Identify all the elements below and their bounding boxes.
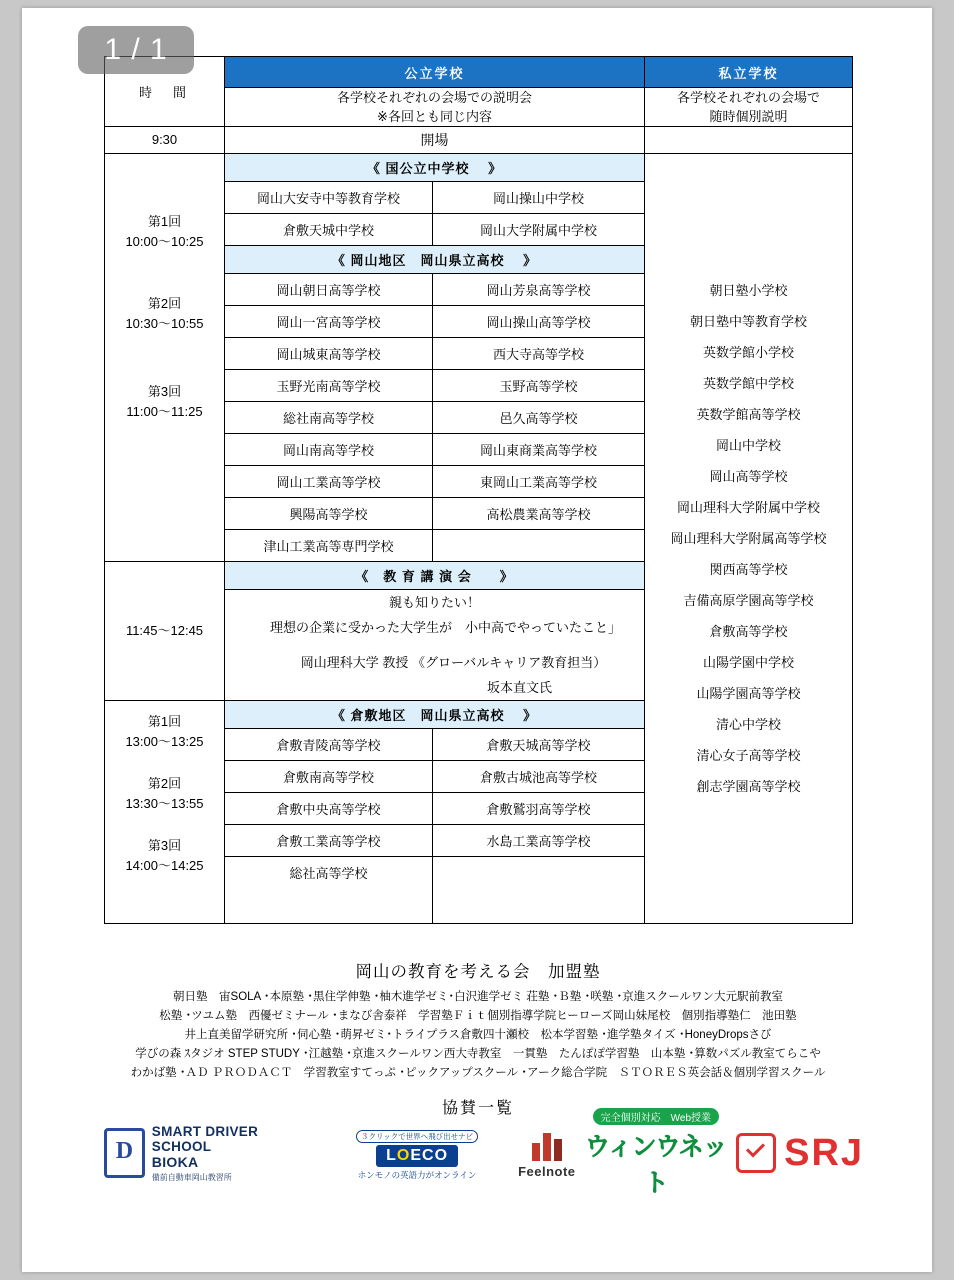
pm-slot-2: [105, 774, 224, 814]
pm-slot-2-time: 13:30〜13:55: [125, 796, 204, 811]
school-cell: 岡山操山高等学校: [433, 306, 645, 338]
school-cell: 倉敷天城中学校: [225, 214, 433, 246]
member-line: わかば塾 ･ＡＤ ＰＲＯＤＡＣＴ 学習教室すてっぷ ･ピックアップスクール ･アーク総合学院 ＳＴＯＲＥＳ英会話＆個別学習スクール: [130, 1067, 826, 1079]
member-line: 井上直美留学研究所 ･伺心塾 ･萌昇ゼミ･トライプラス倉敷四十瀬校 松本学習塾 ･進学塾タイズ ･HoneyDropsさび: [184, 1029, 772, 1041]
school-cell: 岡山城東高等学校: [225, 338, 433, 370]
private-school-item: 倉敷高等学校: [709, 624, 788, 639]
member-line: 松塾 ･ツユム塾 西優ゼミナール ･まなび舎泰祥 学習塾Ｆｉｔ個別指導学院ヒーローズ岡山妹尾校 個別指導塾仁 池田塾: [159, 1010, 797, 1022]
logo-line2: BIOKA: [151, 1153, 199, 1170]
school-cell: 岡山朝日高等学校: [225, 274, 433, 306]
private-school-item: 清心中学校: [716, 717, 782, 732]
private-school-item: 岡山中学校: [716, 438, 782, 453]
slot-3-time: 11:00〜11:25: [126, 403, 203, 419]
member-line: 朝日塾 宙SOLA ･本原塾 ･黒住学伸塾 ･柚木進学ゼミ･白沢進学ゼミ 荘塾 ･Ｂ塾 ･咲塾 ･京進スクールワン大元駅前教室: [173, 991, 783, 1003]
private-school-item: 英数学館中学校: [703, 376, 795, 391]
feelnote-bars-icon: [518, 1127, 575, 1161]
private-school-item: 岡山理科大学附属中学校: [677, 500, 821, 515]
logo-leco: [316, 1126, 518, 1181]
open-private-blank: [645, 127, 853, 154]
public-note-line1: 各学校それぞれの会場での説明会: [337, 90, 533, 105]
logo-feelnote: [518, 1127, 575, 1179]
slot-1-round: 第1回: [147, 213, 182, 229]
private-school-item: 吉備高原学園高等学校: [683, 593, 814, 608]
page-counter: 1 / 1: [78, 26, 194, 74]
school-cell: 高松農業高等学校: [433, 498, 645, 530]
private-school-item: 山陽学園高等学校: [696, 686, 801, 701]
slot-2: [105, 294, 224, 334]
school-cell: 西大寺高等学校: [433, 338, 645, 370]
school-cell: 岡山大学附属中学校: [433, 214, 645, 246]
school-cell: 倉敷工業高等学校: [225, 825, 433, 857]
slot-3-round: 第3回: [147, 383, 182, 399]
column-header-private: 私立学校: [645, 57, 853, 88]
pm-slot-1-time: 13:00〜13:25: [125, 734, 204, 749]
lecture-line4: 坂本直文氏: [487, 680, 553, 695]
school-cell: 岡山操山中学校: [433, 182, 645, 214]
leco-bubble: ３クリックで世界へ飛び出せナビ: [356, 1130, 478, 1143]
private-school-item: 朝日塾小学校: [709, 283, 788, 298]
sponsor-logos: [104, 1112, 865, 1197]
private-note-line1: 各学校それぞれの会場で: [677, 90, 821, 105]
school-cell: 玉野高等学校: [433, 370, 645, 402]
school-cell: 総社南高等学校: [225, 402, 433, 434]
section-lecture: 《 教 育 講 演 会 》: [225, 562, 645, 590]
school-cell: 倉敷青陵高等学校: [225, 729, 433, 761]
pm-slot-3: [105, 836, 224, 876]
private-school-item: 関西高等学校: [709, 562, 788, 577]
private-school-item: 創志学園高等学校: [696, 779, 801, 794]
school-cell: [433, 530, 645, 562]
private-school-item: 英数学館高等学校: [696, 407, 801, 422]
school-cell: 岡山東商業高等学校: [433, 434, 645, 466]
lecture-body: [225, 590, 645, 701]
school-cell: 岡山南高等学校: [225, 434, 433, 466]
school-cell: 岡山芳泉高等学校: [433, 274, 645, 306]
school-cell: 津山工業高等専門学校: [225, 530, 433, 562]
pm-slot-1-round: 第1回: [147, 714, 182, 729]
pm-slot-2-round: 第2回: [147, 776, 182, 791]
slot-3: [105, 382, 224, 422]
logo-smart-driver-school: [104, 1124, 316, 1183]
school-cell: 倉敷古城池高等学校: [433, 761, 645, 793]
lecture-line3: 岡山理科大学 教授 《グローバルキャリア教育担当）: [300, 655, 607, 670]
column-header-public: 公立学校: [225, 57, 645, 88]
school-cell: 総社高等学校: [225, 857, 433, 924]
slot-1: [105, 212, 224, 252]
document-page: [22, 8, 932, 1272]
private-school-item: 朝日塾中等教育学校: [690, 314, 808, 329]
school-cell: 邑久高等学校: [433, 402, 645, 434]
private-school-list: [645, 154, 853, 924]
school-cell: 水島工業高等学校: [433, 825, 645, 857]
pm-slot-1: [105, 712, 224, 752]
logo-line1: SMART DRIVER SCHOOL: [151, 1123, 259, 1154]
winnet-label: ウィンウネット: [584, 1132, 727, 1197]
leco-o: O: [396, 1146, 411, 1164]
footer-title: 岡山の教育を考える会 加盟塾: [355, 963, 601, 981]
school-cell: 倉敷鷲羽高等学校: [433, 793, 645, 825]
school-cell: [433, 857, 645, 924]
leco-l: L: [386, 1146, 397, 1164]
public-note: [225, 88, 645, 127]
time-header: 時 間: [105, 57, 225, 127]
footer-section: [104, 958, 852, 1118]
srj-label: SRJ: [784, 1131, 865, 1174]
school-cell: 岡山工業高等学校: [225, 466, 433, 498]
pm-slot-3-time: 14:00〜14:25: [125, 858, 204, 873]
private-note: [645, 88, 853, 127]
private-school-item: 英数学館小学校: [703, 345, 795, 360]
open-label: 開場: [225, 127, 645, 154]
school-cell: 玉野光南高等学校: [225, 370, 433, 402]
private-school-item: 岡山理科大学附属高等学校: [670, 531, 827, 546]
leco-caption: ホンモノの英語力がオンライン: [357, 1169, 477, 1180]
member-line: 学びの森 ｽタジオ STEP STUDY ･江越塾 ･京進スクールワン西大寺教室 一貫塾 たんぽぽ学習塾 山本塾 ･算数パズル教室てらこや: [135, 1048, 821, 1060]
schedule-sheet: [104, 56, 852, 924]
slot-2-round: 第2回: [147, 295, 182, 311]
school-cell: 岡山一宮高等学校: [225, 306, 433, 338]
section-kurashiki: 《 倉敷地区 岡山県立高校 》: [225, 701, 645, 729]
schedule-table: [104, 56, 853, 924]
slot-2-time: 10:30〜10:55: [125, 315, 204, 331]
logo-line3: 備前自動車岡山教習所: [151, 1172, 232, 1182]
driver-school-mark-icon: D: [104, 1128, 145, 1178]
public-note-line2: ※各回とも同じ内容: [377, 109, 492, 124]
private-school-item: 山陽学園中学校: [703, 655, 795, 670]
lecture-time: 11:45〜12:45: [105, 562, 225, 701]
school-cell: 倉敷天城高等学校: [433, 729, 645, 761]
section-okayama: 《 岡山地区 岡山県立高校 》: [225, 246, 645, 274]
morning-time-slots: [105, 154, 225, 562]
sponsor-title: 協賛一覧: [441, 1100, 514, 1117]
leco-wordmark: [376, 1145, 458, 1167]
srj-check-icon: [736, 1133, 776, 1173]
logo-srj: [736, 1132, 864, 1175]
logo-winnet: [576, 1108, 737, 1199]
pm-slot-3-round: 第3回: [147, 838, 182, 853]
private-school-item: 清心女子高等学校: [696, 748, 801, 763]
feelnote-label: Feelnote: [518, 1164, 576, 1179]
leco-rest: ECO: [410, 1146, 449, 1164]
afternoon-time-slots: [105, 701, 225, 924]
school-cell: 倉敷中央高等学校: [225, 793, 433, 825]
private-school-item: 岡山高等学校: [709, 469, 788, 484]
school-cell: 東岡山工業高等学校: [433, 466, 645, 498]
school-cell: 岡山大安寺中等教育学校: [225, 182, 433, 214]
winnet-ribbon: 完全個別対応 Web授業: [593, 1108, 719, 1125]
lecture-line2: 理想の企業に受かった大学生が 小中高でやっていたこと」: [270, 620, 622, 635]
school-cell: 倉敷南高等学校: [225, 761, 433, 793]
section-kokkouritsu: 《 国公立中学校 》: [225, 154, 645, 182]
lecture-line1: 親も知りたい！: [389, 595, 481, 610]
private-note-line2: 随時個別説明: [709, 109, 788, 124]
slot-1-time: 10:00〜10:25: [125, 233, 204, 249]
open-time: 9:30: [105, 127, 225, 154]
school-cell: 興陽高等学校: [225, 498, 433, 530]
